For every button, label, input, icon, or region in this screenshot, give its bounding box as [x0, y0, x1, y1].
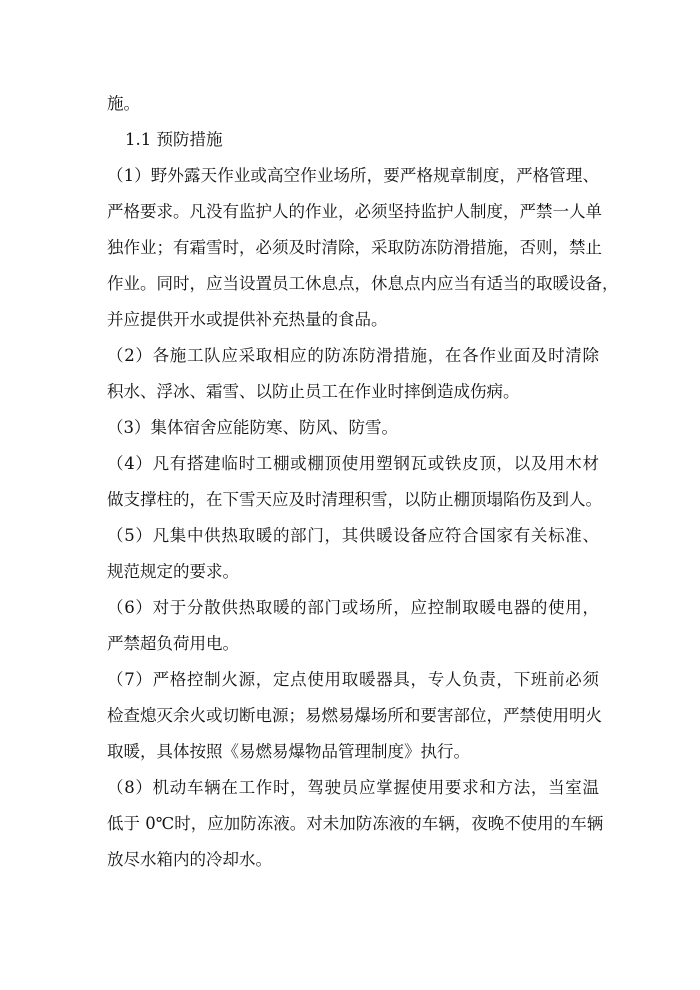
text-line: 严禁超负荷用电。 — [107, 634, 239, 653]
text-line: 取暖，具体按照《易燃易爆物品管理制度》执行。 — [107, 742, 470, 761]
text-line: 低于 0℃时，应加防冻液。对未加防冻液的车辆，夜晚不使用的车辆 — [107, 814, 604, 833]
text-line: （4）凡有搭建临时工棚或棚顶使用塑钢瓦或铁皮顶，以及用木材 — [107, 454, 599, 473]
section-heading: 1.1 预防措施 — [125, 130, 223, 149]
text-line: 积水、浮冰、霜雪、以防止员工在作业时摔倒造成伤病。 — [107, 382, 520, 401]
document-body — [107, 86, 619, 878]
text-line: 放尽水箱内的冷却水。 — [107, 850, 272, 869]
text-line: （7）严格控制火源，定点使用取暖器具，专人负责，下班前必须 — [107, 670, 599, 689]
text-line: （2）各施工队应采取相应的防冻防滑措施，在各作业面及时清除 — [107, 346, 599, 365]
text-line: 施。 — [107, 94, 140, 113]
text-line: （1）野外露天作业或高空作业场所，要严格规章制度，严格管理、 — [107, 166, 599, 185]
text-line: 做支撑柱的，在下雪天应及时清理积雪，以防止棚顶塌陷伤及到人。 — [107, 490, 602, 509]
text-line: 检查熄灭余火或切断电源；易燃易爆场所和要害部位，严禁使用明火 — [107, 706, 602, 725]
text-line: （8）机动车辆在工作时，驾驶员应掌握使用要求和方法，当室温 — [107, 778, 599, 797]
text-line: 并应提供开水或提供补充热量的食品。 — [107, 310, 388, 329]
text-line: （6）对于分散供热取暖的部门或场所，应控制取暖电器的使用， — [107, 598, 599, 617]
text-line: （5）凡集中供热取暖的部门，其供暖设备应符合国家有关标准、 — [107, 526, 599, 545]
text-line: 严格要求。凡没有监护人的作业，必须坚持监护人制度，严禁一人单 — [107, 202, 602, 221]
text-line: 独作业；有霜雪时，必须及时清除，采取防冻防滑措施，否则，禁止 — [107, 238, 602, 257]
text-line: （3）集体宿舍应能防寒、防风、防雪。 — [107, 418, 398, 437]
text-line: 作业。同时，应当设置员工休息点，休息点内应当有适当的取暖设备， — [107, 274, 619, 293]
text-line: 规范规定的要求。 — [107, 562, 239, 581]
